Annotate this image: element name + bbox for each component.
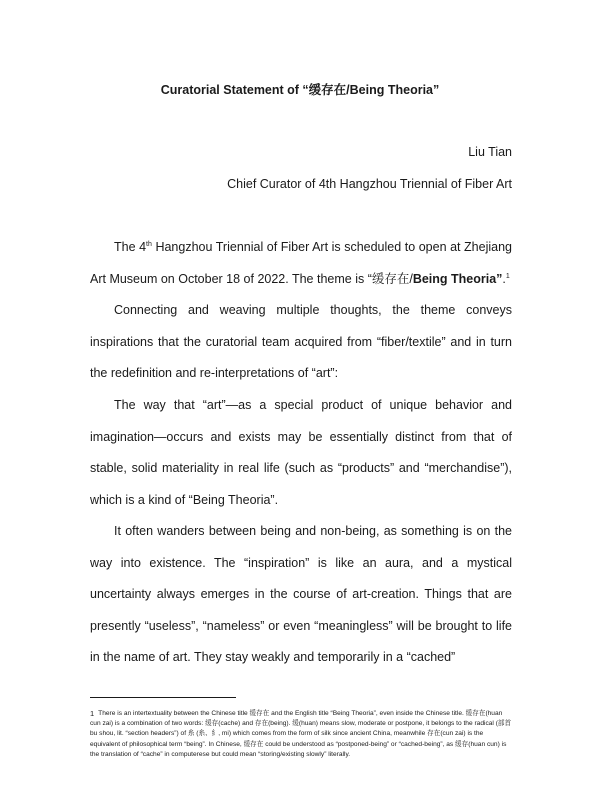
author-name: Liu Tian <box>468 145 512 159</box>
paragraph-1-text-c: . <box>502 271 506 286</box>
author-role: Chief Curator of 4th Hangzhou Triennial of Fiber Art <box>227 177 512 191</box>
paragraph-4 <box>90 516 512 674</box>
document-title: Curatorial Statement of “缓存在/Being Theoria” <box>160 83 440 97</box>
footnote-mark: 1 <box>90 709 95 718</box>
paragraph-1 <box>90 232 512 295</box>
paragraph-2 <box>90 295 512 390</box>
footnote-divider <box>90 697 236 698</box>
paragraph-1-text-a: The 4 <box>114 240 147 254</box>
footnote <box>90 709 512 760</box>
paragraph-4-text: It often wanders between being and non-being, as something is on the way into existence. The “inspiration” is like an aura, and a mystical uncertainty always emerges in the course of art-creation. Things that are presently “useless”, “nameless” or even “meaningless” will be brought to life in the name of art. They stay weakly and temporarily in a “cached” <box>90 524 512 664</box>
footnote-reference[interactable]: 1 <box>505 272 510 280</box>
paragraph-2-text: Connecting and weaving multiple thoughts, the theme conveys inspirations that the curatorial team acquired from “fiber/textile” and in turn the redefinition and re-interpretations of “art”: <box>90 303 512 380</box>
paragraph-3-text: The way that “art”—as a special product of unique behavior and imagination—occurs and exists may be essentially distinct from that of stable, solid materiality in real life (such as “products” and “merchandise”), which is a kind of “Being Theoria”. <box>90 398 512 507</box>
theme-bold: Being Theoria” <box>412 271 503 286</box>
footnote-text: There is an intertextuality between the Chinese title 缓存在 and the English title “Being Theoria”, even inside the Chinese title. 缓存在(huan cun zai) is a combination of two words: 缓存(cache) and 存在(being). 缓(huan) means slow, moderate or postpone, it belongs to the radical (部首 bu shou, lit. “section headers”) of 糸 (糸、糹, mi) which comes from the form of silk since ancient China, meanwhile 存在(cun zai) is the equivalent of philosophical term “being”. In Chinese, 缓存在 could be understood as “postponed-being” or “cached-being”, as 缓存(huan cun) is the translation of “cache” in computerese but could mean “storing/existing slowly” literally. <box>90 710 512 758</box>
ordinal-superscript: th <box>146 240 152 248</box>
paragraph-1-text-b: Hangzhou Triennial of Fiber Art is scheduled to open at Zhejiang Art Museum on October 18 of 2022. The theme is “缓存在/ <box>90 240 512 286</box>
paragraph-3 <box>90 390 512 516</box>
